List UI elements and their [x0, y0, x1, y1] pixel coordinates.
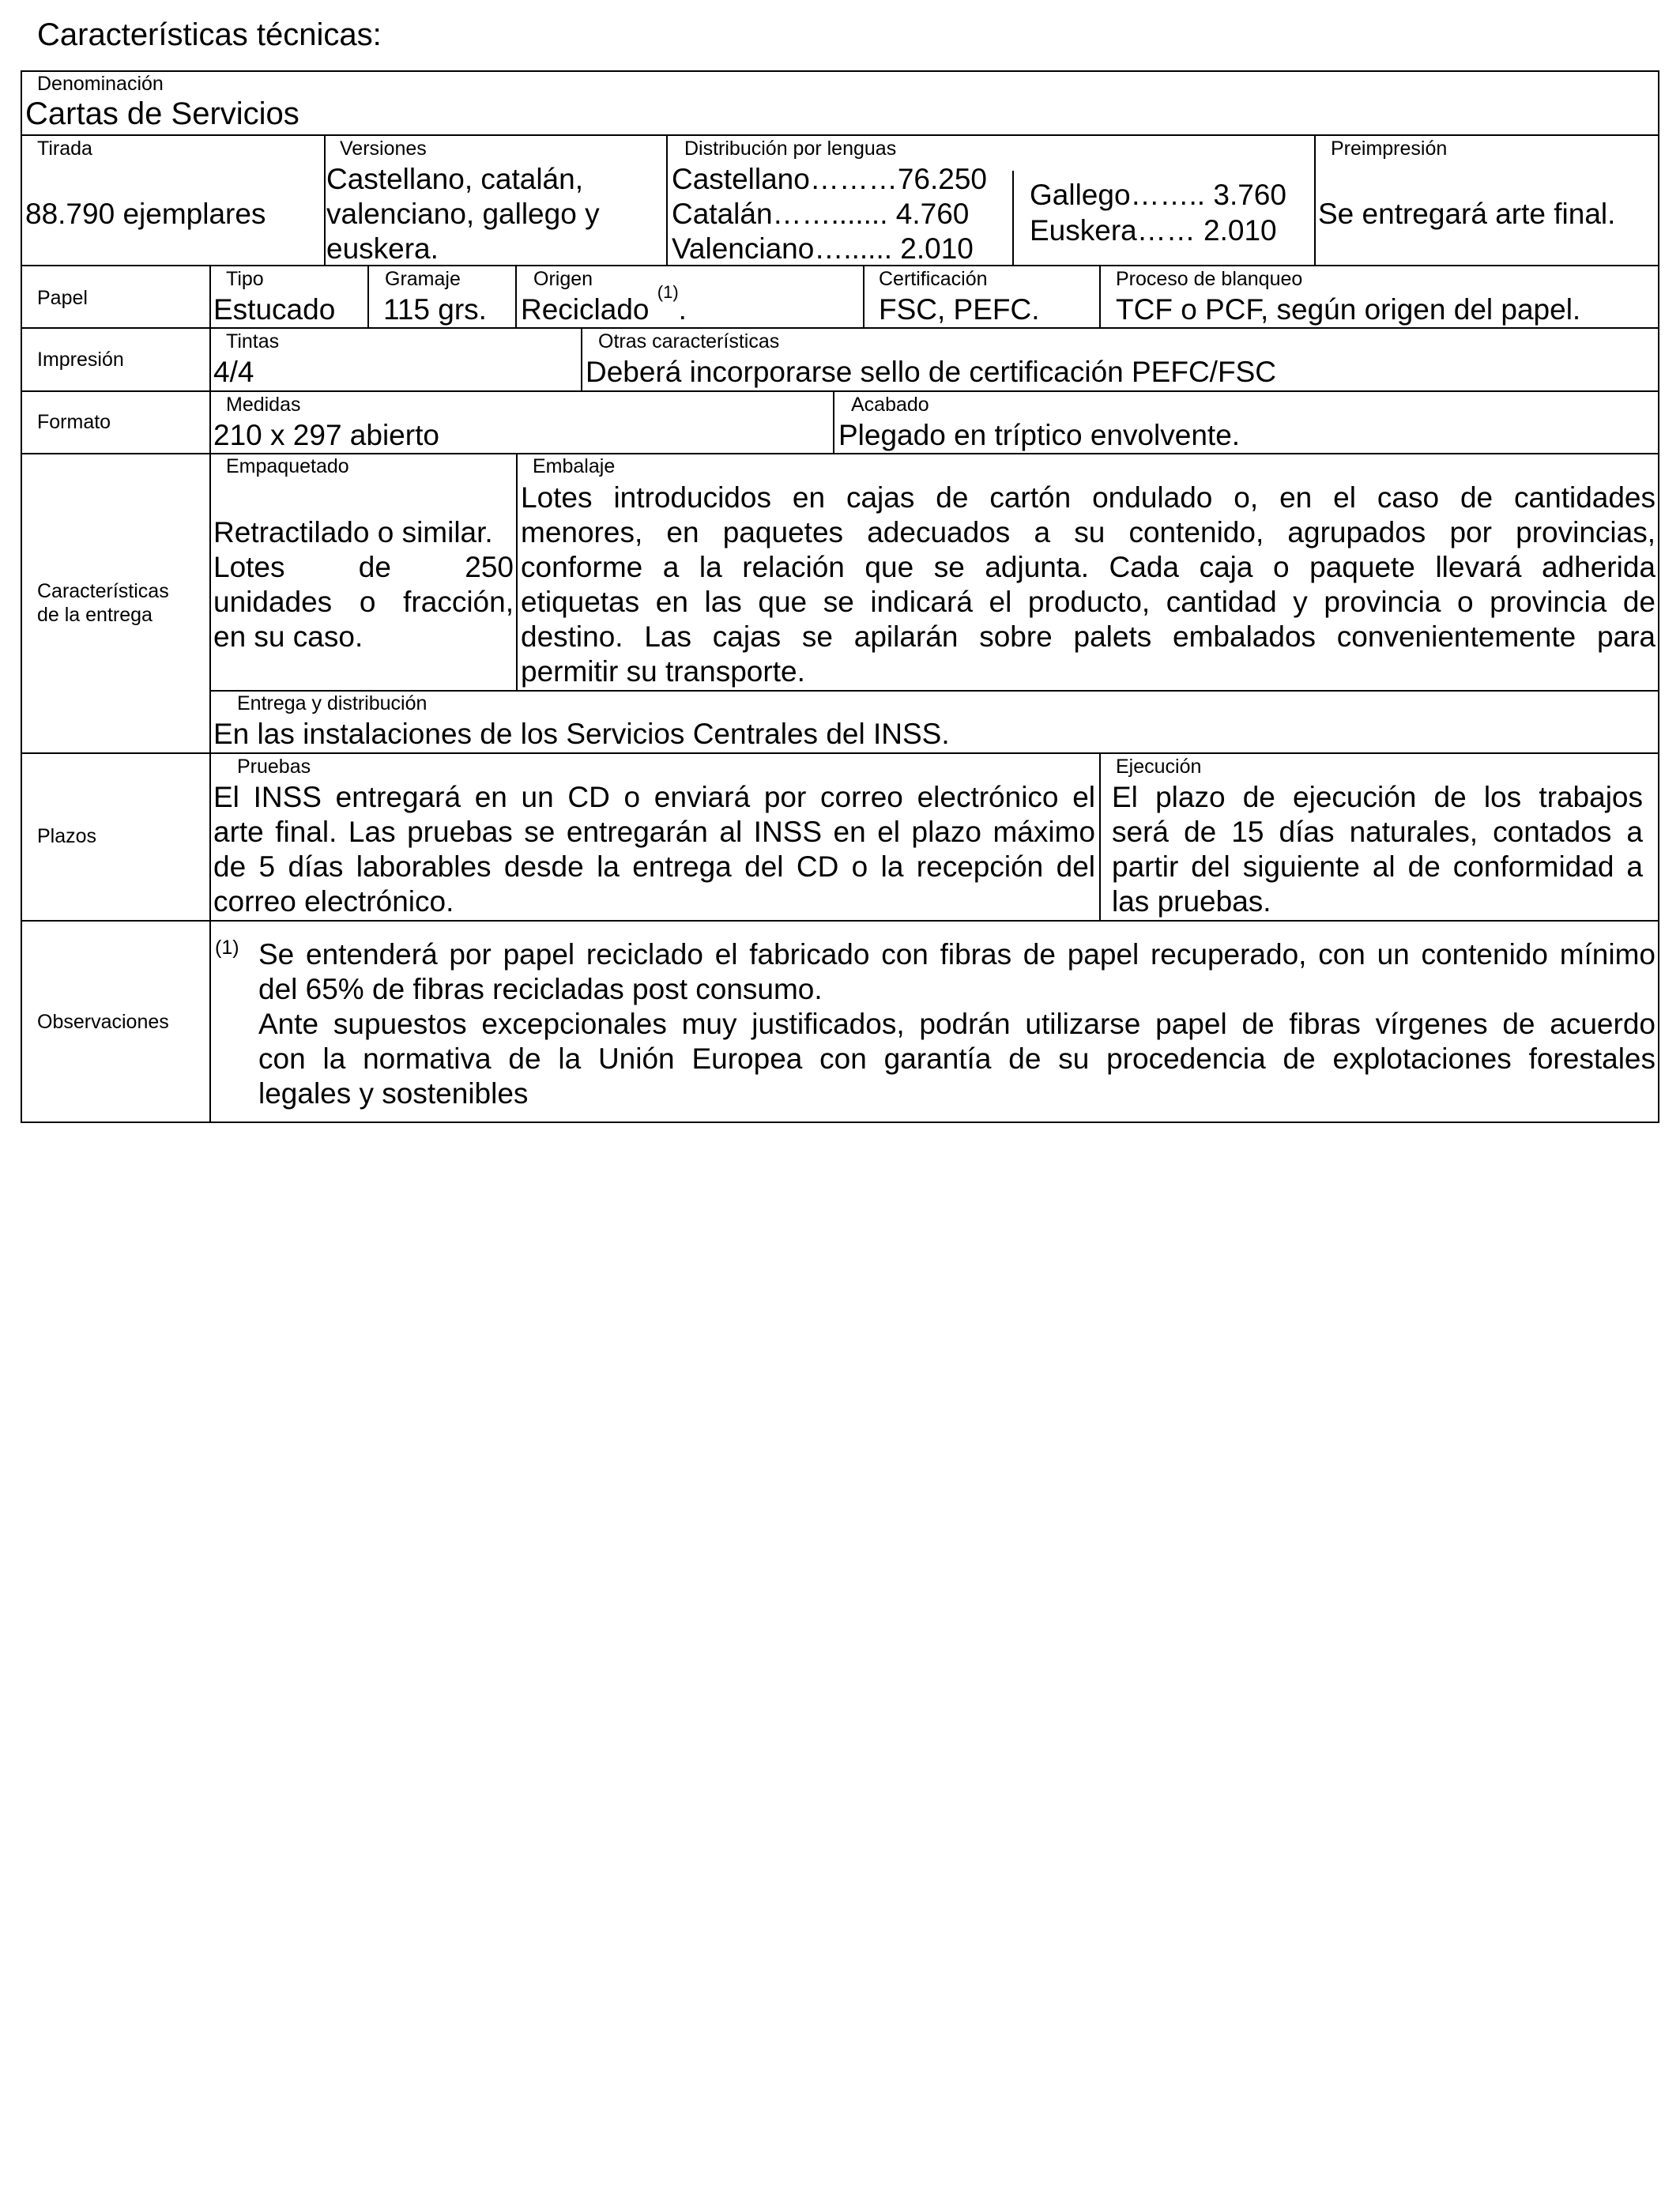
entrega-distribucion-value: En las instalaciones de los Servicios Centrales del INSS.: [213, 718, 950, 750]
papel-label: Papel: [37, 287, 88, 309]
footnote-marker: (1): [215, 937, 239, 959]
otras-caracteristicas-value: Deberá incorporarse sello de certificación PEFC/FSC: [586, 356, 1276, 388]
acabado-label: Acabado: [851, 394, 929, 416]
denominacion-label: Denominación: [37, 73, 164, 95]
pruebas-label: Pruebas: [237, 756, 311, 778]
papel-blanqueo-value: TCF o PCF, según origen del papel.: [1116, 293, 1581, 326]
tintas-value: 4/4: [213, 356, 254, 388]
medidas-label: Medidas: [226, 394, 301, 416]
formato-label: Formato: [37, 411, 111, 433]
ejecucion-label: Ejecución: [1116, 756, 1202, 778]
papel-certificacion-value: FSC, PEFC.: [879, 293, 1040, 326]
denominacion-value: Cartas de Servicios: [25, 96, 299, 131]
tirada-label: Tirada: [37, 138, 92, 160]
entrega-label-line1: Características: [37, 580, 169, 602]
entrega-distribucion-label: Entrega y distribución: [237, 692, 428, 714]
impresion-label: Impresión: [37, 349, 124, 371]
acabado-value: Plegado en tríptico envolvente.: [838, 419, 1241, 451]
preimpresion-value: Se entregará arte final.: [1318, 198, 1616, 230]
footnote-ref: (1): [657, 282, 679, 302]
observaciones-label: Observaciones: [37, 1011, 169, 1033]
papel-gramaje-value: 115 grs.: [383, 293, 487, 326]
medidas-value: 210 x 297 abierto: [213, 419, 439, 451]
plazos-label: Plazos: [37, 825, 97, 847]
papel-origen-value: Reciclado $^{(1)}$.: [521, 282, 687, 326]
papel-gramaje-label: Gramaje: [385, 268, 461, 290]
preimpresion-label: Preimpresión: [1331, 138, 1448, 160]
distribucion-label: Distribución por lenguas: [684, 138, 897, 160]
empaquetado-label: Empaquetado: [226, 455, 349, 477]
page-heading: Características técnicas:: [37, 17, 382, 52]
versiones-label: Versiones: [340, 138, 427, 160]
papel-certificacion-label: Certificación: [879, 268, 988, 290]
otras-caracteristicas-label: Otras características: [598, 330, 780, 352]
tintas-label: Tintas: [226, 330, 280, 352]
papel-blanqueo-label: Proceso de blanqueo: [1116, 268, 1303, 290]
papel-tipo-label: Tipo: [226, 268, 264, 290]
papel-origen-label: Origen: [533, 268, 593, 290]
tirada-value: 88.790 ejemplares: [25, 198, 266, 230]
entrega-label-line2: de la entrega: [37, 604, 153, 626]
papel-tipo-value: Estucado: [213, 293, 336, 326]
embalaje-label: Embalaje: [533, 455, 616, 477]
